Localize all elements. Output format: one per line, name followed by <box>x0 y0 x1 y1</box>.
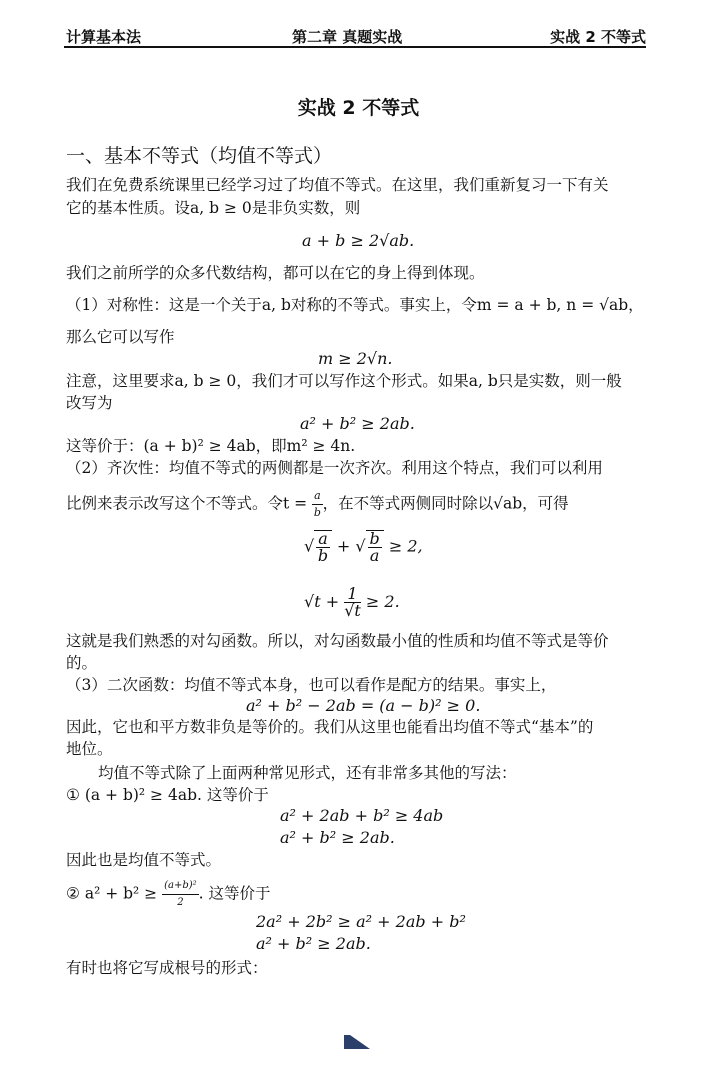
plus-sign: + <box>331 536 356 556</box>
text-run: ② a² + b² ≥ <box>66 884 163 903</box>
running-header <box>66 26 646 46</box>
paragraph-line: 因此也是均值不等式。 <box>66 851 222 869</box>
fraction-numerator: a <box>318 529 328 548</box>
fraction-denominator: a <box>369 546 380 565</box>
fraction <box>314 530 332 564</box>
section-heading: 一、基本不等式（均值不等式） <box>66 145 333 167</box>
paragraph-line: 我们在免费系统课里已经学习过了均值不等式。在这里，我们重新复习一下有关 <box>66 176 609 194</box>
fraction-numerator: a <box>312 488 323 505</box>
radical-sign: √ <box>304 536 315 556</box>
paragraph-line: （1）对称性：这是一个关于a, b对称的不等式。事实上，令m = a + b, n = √ab， <box>66 296 644 314</box>
fraction-denominator: 2 <box>177 897 184 908</box>
text-run: ，在不等式两侧同时除以√ab，可得 <box>322 494 569 513</box>
fraction-denominator: b <box>313 506 321 519</box>
equation-head: √t + <box>304 592 345 611</box>
fraction <box>366 530 384 564</box>
list-item <box>66 878 271 911</box>
paragraph-line: （2）齐次性：均值不等式的两侧都是一次齐次。利用这个特点，我们可以利用 <box>66 459 603 477</box>
equation-tail: ≥ 2, <box>383 536 423 556</box>
paragraph-line: 我们之前所学的众多代数结构，都可以在它的身上得到体现。 <box>66 264 485 282</box>
paragraph-line: 这等价于：(a + b)² ≥ 4ab，即m² ≥ 4n. <box>66 437 356 455</box>
equation: m ≥ 2√n. <box>318 349 393 368</box>
equation <box>304 586 400 619</box>
equation: a² + b² − 2ab = (a − b)² ≥ 0. <box>246 696 481 715</box>
paragraph-line: 有时也将它写成根号的形式： <box>66 959 268 977</box>
logo-shape <box>344 1035 370 1049</box>
fraction-numerator: 1 <box>344 586 361 603</box>
header-right: 实战 2 不等式 <box>550 28 646 46</box>
radical-sign: √ <box>355 536 366 556</box>
paragraph-line: 注意，这里要求a, b ≥ 0，我们才可以写作这个形式。如果a, b只是实数，则一般 <box>66 372 622 390</box>
paragraph-line: （3）二次函数：均值不等式本身，也可以看作是配方的结果。事实上， <box>66 676 557 694</box>
fraction <box>312 488 323 521</box>
publisher-logo-icon <box>342 1033 372 1051</box>
paragraph-line: 的。 <box>66 654 98 672</box>
equation-tail: ≥ 2. <box>360 592 400 611</box>
equation: a² + b² ≥ 2ab. <box>300 414 415 433</box>
header-left: 计算基本法 <box>66 28 142 46</box>
equation <box>304 530 423 564</box>
fraction-numerator: b <box>369 529 380 548</box>
fraction-numerator: (a+b)² <box>162 878 199 895</box>
paragraph-line: 地位。 <box>66 740 113 758</box>
paragraph-line: 它的基本性质。设a, b ≥ 0是非负实数，则 <box>66 199 361 217</box>
equation: a² + b² ≥ 2ab. <box>280 828 395 847</box>
equation: a + b ≥ 2√ab. <box>302 231 415 250</box>
header-divider <box>64 46 646 48</box>
page-title: 实战 2 不等式 <box>297 97 420 119</box>
equation: 2a² + 2b² ≥ a² + 2ab + b² <box>256 912 466 931</box>
equation: a² + 2ab + b² ≥ 4ab <box>280 806 444 825</box>
equation: a² + b² ≥ 2ab. <box>256 934 371 953</box>
paragraph-line: 因此，它也和平方数非负是等价的。我们从这里也能看出均值不等式“基本”的 <box>66 718 594 736</box>
fraction <box>162 878 199 911</box>
fraction-denominator: √t <box>344 601 361 620</box>
paragraph-line: 那么它可以写作 <box>66 328 175 346</box>
list-item: ① (a + b)² ≥ 4ab. 这等价于 <box>66 786 269 804</box>
paragraph-line: 这就是我们熟悉的对勾函数。所以，对勾函数最小值的性质和均值不等式是等价 <box>66 632 609 650</box>
fraction <box>344 586 361 619</box>
paragraph-line <box>66 488 569 521</box>
header-center: 第二章 真题实战 <box>292 28 403 46</box>
fraction-denominator: b <box>317 546 329 565</box>
paragraph-line: 均值不等式除了上面两种常见形式，还有非常多其他的写法： <box>98 764 517 782</box>
text-run: 比例来表示改写这个不等式。令t = <box>66 494 313 513</box>
paragraph-line: 改写为 <box>66 394 113 412</box>
text-run: . 这等价于 <box>198 884 271 903</box>
